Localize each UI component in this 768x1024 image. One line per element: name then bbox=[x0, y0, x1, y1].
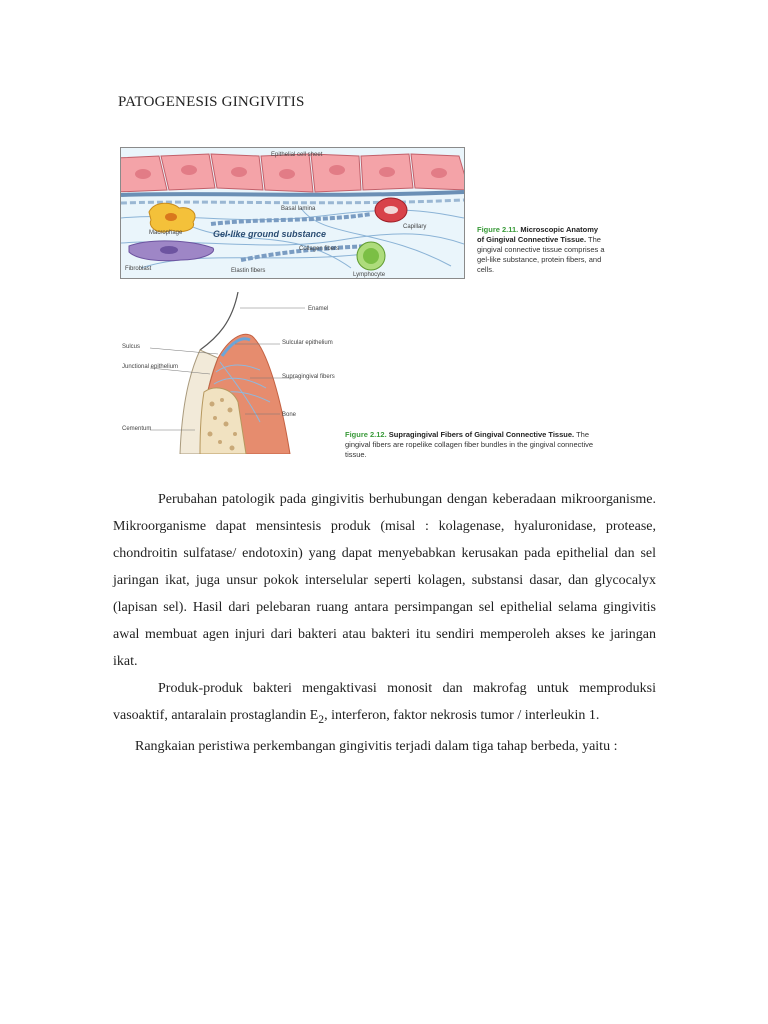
figure-caption-1 bbox=[477, 225, 605, 275]
subscript: 2 bbox=[318, 712, 325, 726]
label-supragingival-fibers: Supragingival fibers bbox=[282, 374, 335, 380]
label-ground-substance: Gel-like ground substance bbox=[213, 229, 327, 239]
label-lymphocyte: Lymphocyte bbox=[353, 272, 386, 278]
label-cementum: Cementum bbox=[122, 426, 152, 432]
paragraph-2-text: Produk-produk bakteri mengaktivasi monosit dan makrofag untuk memproduksi vasoaktif, antaralain prostaglandin E bbox=[113, 681, 656, 723]
page-title: PATOGENESIS GINGIVITIS bbox=[118, 94, 305, 110]
label-enamel: Enamel bbox=[308, 306, 329, 312]
label-epithelial-cell-sheet: Epithelial cell sheet bbox=[271, 152, 323, 158]
caption-text: The gingival fibers are ropelike collagen fiber bundles in the gingival connective tissue. bbox=[345, 430, 594, 459]
caption-number: Figure 2.11. bbox=[477, 225, 519, 234]
caption-text: The gingival connective tissue comprises a gel-like substance, protein fibers, and cells. bbox=[477, 235, 605, 274]
figure-connective-tissue bbox=[120, 147, 465, 279]
label-basal-lamina: Basal lamina bbox=[281, 206, 316, 212]
paragraph-2-text-end: , interferon, faktor nekrosis tumor / interleukin 1. bbox=[324, 708, 600, 723]
label-capillary: Capillary bbox=[403, 224, 427, 230]
figure-caption-2 bbox=[345, 430, 615, 460]
label-junctional-epithelium: Junctional epithelium bbox=[122, 364, 179, 370]
paragraph-1: Perubahan patologik pada gingivitis berhubungan dengan keberadaan mikroorganisme. Mikroorganisme dapat mensintesis produk (misal : kolagenase, hyaluronidase, protease, chondroitin sulfatase/ endotoxin) yang dapat menyebabkan kerusakan pada epithelial dan sel jaringan ikat, juga unsur pokok interselular seperti kolagen, substansi dasar, dan glycocalyx (lapisan sel). Hasil dari pelebaran ruang antara persimpangan sel epithelial selama gingivitis awal membuat agen injuri dari bakteri atau bakteri itu sendiri memperoleh akses ke jaringan ikat. bbox=[113, 492, 656, 669]
label-sulcular-epithelium: Sulcular epithelium bbox=[282, 340, 333, 346]
caption-number: Figure 2.12. bbox=[345, 430, 387, 439]
caption-heading: Microscopic Anatomy of Gingival Connective Tissue. bbox=[477, 225, 599, 244]
figure-gingival-fibers bbox=[120, 292, 335, 454]
label-sulcus: Sulcus bbox=[122, 344, 141, 350]
label-macrophage: Macrophage bbox=[149, 230, 183, 236]
label-fibroblast: Fibroblast bbox=[125, 266, 152, 272]
caption-heading: Supragingival Fibers of Gingival Connective Tissue. bbox=[388, 430, 575, 439]
body-text bbox=[113, 486, 656, 760]
connective-tissue-illustration bbox=[121, 148, 464, 278]
label-elastin: Elastin fibers bbox=[231, 268, 266, 274]
label-collagen: Collagen fibers bbox=[299, 246, 340, 252]
label-bone: Bone bbox=[282, 412, 297, 418]
paragraph-3: Rangkaian peristiwa perkembangan gingivitis terjadi dalam tiga tahap berbeda, yaitu : bbox=[135, 738, 618, 754]
paragraph-2 bbox=[113, 675, 656, 733]
gingival-fibers-illustration bbox=[120, 292, 335, 454]
